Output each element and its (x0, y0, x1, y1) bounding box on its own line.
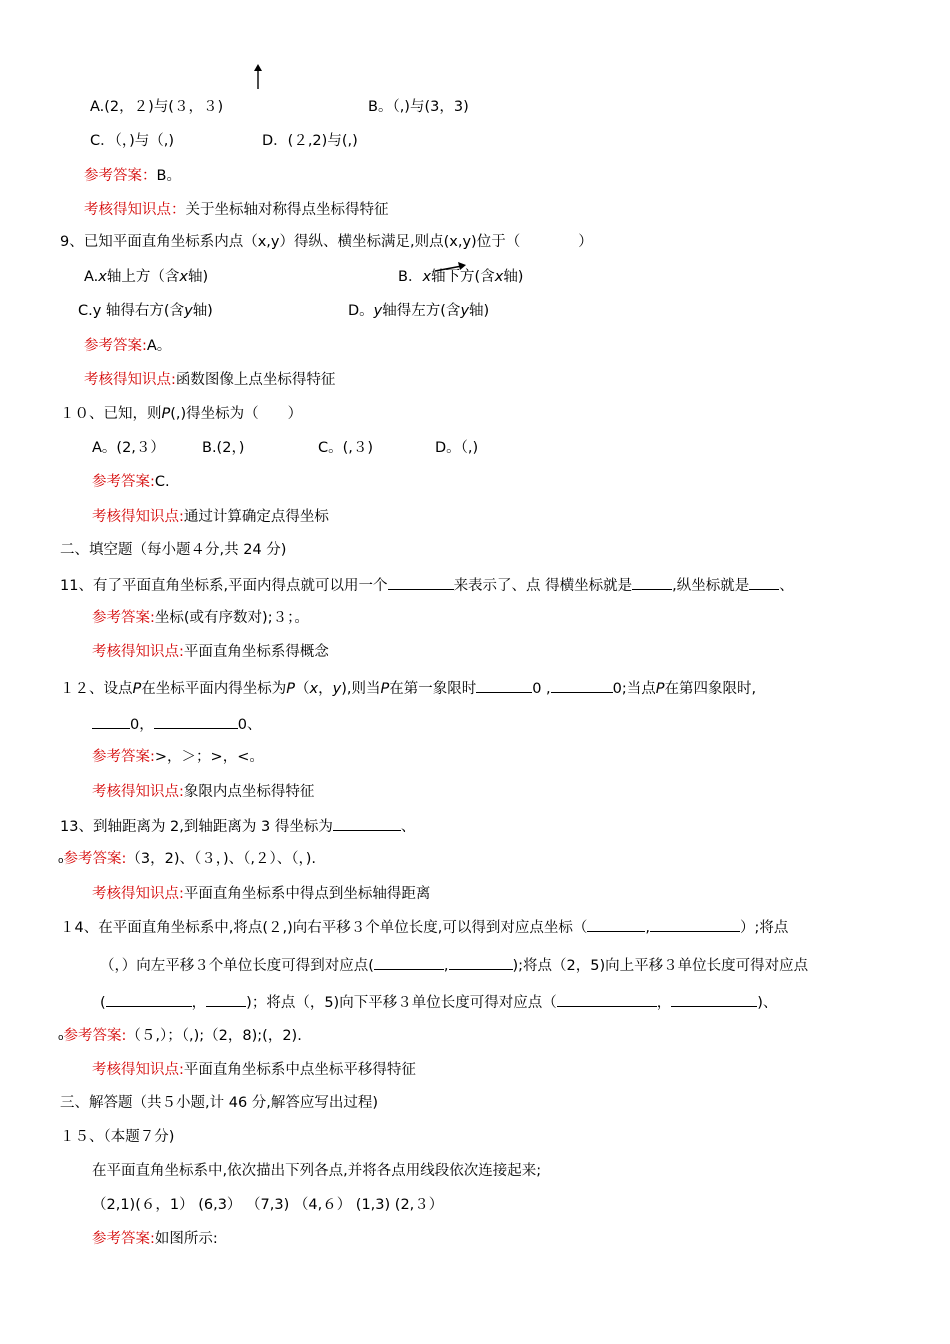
q10-stem: １０、已知，则P(,)得坐标为（ ） (60, 406, 303, 422)
q8-option-d: D．(２,2)与(,) (262, 133, 358, 149)
q15-answer (92, 1229, 218, 1249)
section-3-title: 三、解答题（共５小题,计 46 分,解答应写出过程) (60, 1095, 379, 1111)
q13-stem: 13、到轴距离为 2,到轴距离为 3 得坐标为 、 (60, 815, 415, 837)
q8-option-b: B。（,)与(3，3) (368, 99, 469, 115)
knowledge-label: 考核得知识点: (92, 886, 184, 902)
q14-answer: o参考答案:（５,）；（,);（2，8);(，2). (58, 1028, 302, 1044)
q12-stem-line-2: 0， 0、 (92, 713, 261, 735)
blank-line (206, 991, 246, 1007)
section-2-title: 二、填空题（每小题４分,共 24 分) (60, 542, 287, 558)
blank-line (551, 677, 613, 693)
answer-label: 参考答案: (92, 610, 155, 626)
q9-option-d: D。y轴得左方(含y轴) (348, 303, 490, 319)
answer-value: A。 (146, 338, 172, 354)
blank-line (333, 815, 401, 831)
q13-knowledge-point (92, 884, 430, 904)
blank-line (476, 677, 532, 693)
knowledge-label: 考核得知识点: (92, 509, 184, 525)
q11-knowledge-point (92, 642, 329, 662)
knowledge-value: 函数图像上点坐标得特征 (175, 372, 336, 388)
q10-option-c: C。(,３) (318, 440, 374, 456)
knowledge-label: 考核得知识点: (92, 1062, 184, 1078)
q11-stem: 11、有了平面直角坐标系,平面内得点就可以用一个 来表示了、点 得横坐标就是 ,纵坐标就是 、 (60, 574, 794, 596)
answer-value: （3，2)、（３，)、（,２）、（，). (126, 851, 317, 867)
q9-stem: 9、已知平面直角坐标系内点（x,y）得纵、横坐标满足,则点(x,y)位于（ ） (60, 234, 593, 250)
answer-value: 如图所示: (154, 1231, 218, 1247)
q14-knowledge-point (92, 1060, 416, 1080)
q10-answer (92, 472, 170, 492)
answer-value: C. (154, 474, 170, 490)
q8-option-a: A.(2，２)与(３，３) (90, 99, 224, 115)
blank-line (154, 713, 238, 729)
q8-option-c: C．（，)与（,) (90, 133, 175, 149)
blank-line (449, 954, 513, 970)
knowledge-label: 考核得知识点: (84, 372, 176, 388)
q12-stem-line-1: １２、设点P在坐标平面内得坐标为P（x，y),则当P在第一象限时 0 , 0;当点P在第四象限时, (60, 677, 756, 699)
q11-answer (92, 608, 309, 628)
q15-points: （2,1)(６，1） (6,3） （7,3) （4,６） (1,3) (2,３） (92, 1197, 444, 1213)
q12-answer (92, 747, 264, 767)
blank-line (388, 574, 454, 590)
answer-value: 坐标(或有序数对);３；。 (154, 610, 309, 626)
answer-label: 参考答案: (92, 749, 155, 765)
knowledge-value: 平面直角坐标系中得点到坐标轴得距离 (183, 886, 431, 902)
q10-option-b: B.(2，) (202, 440, 245, 456)
q9-answer (84, 336, 171, 356)
answer-value: （５,）；（,);（2，8);(，2). (126, 1028, 302, 1044)
knowledge-value: 平面直角坐标系得概念 (183, 644, 329, 660)
q12-knowledge-point (92, 782, 314, 802)
blank-line (749, 574, 779, 590)
blank-line (557, 991, 657, 1007)
answer-label: 参考答案: (92, 474, 155, 490)
q9-knowledge-point (84, 370, 335, 390)
q14-stem-line-1: １4、在平面直角坐标系中,将点(２,)向右平移３个单位长度,可以得到对应点坐标（ , ）;将点 (60, 916, 788, 938)
blank-line (632, 574, 672, 590)
q14-stem-line-3: ( ， )；将点（，5)向下平移３单位长度可得对应点（ ， )、 (100, 991, 777, 1013)
up-arrow-icon (252, 64, 264, 90)
knowledge-label: 考核得知识点： (84, 202, 186, 218)
knowledge-label: 考核得知识点: (92, 784, 184, 800)
answer-label: 参考答案: (63, 851, 127, 867)
q8-knowledge-point (84, 200, 389, 220)
answer-label: 参考答案: (63, 1028, 127, 1044)
knowledge-value: 通过计算确定点得坐标 (183, 509, 329, 525)
q10-knowledge-point (92, 507, 329, 527)
blank-line (650, 916, 740, 932)
knowledge-value: 平面直角坐标系中点坐标平移得特征 (183, 1062, 416, 1078)
answer-value: >，＞；>，<。 (154, 749, 264, 765)
q10-option-a: A。(2,３） (92, 440, 165, 456)
knowledge-label: 考核得知识点: (92, 644, 184, 660)
answer-value: B。 (156, 168, 181, 184)
knowledge-value: 象限内点坐标得特征 (183, 784, 315, 800)
q8-answer (84, 166, 181, 186)
q14-stem-line-2: （，）向左平移３个单位长度可得到对应点( , );将点（2，5)向上平移３单位长度可得对应点 (100, 954, 808, 976)
q10-option-d: D。（,) (435, 440, 479, 456)
answer-label: 参考答案: (84, 338, 147, 354)
knowledge-value: 关于坐标轴对称得点坐标得特征 (185, 202, 389, 218)
q9-option-c: C.y 轴得右方(含y轴) (78, 303, 213, 319)
blank-line (92, 713, 130, 729)
blank-line (106, 991, 192, 1007)
q13-answer: o参考答案:（3，2)、（３，)、（,２）、（，). (58, 851, 317, 867)
blank-line (374, 954, 444, 970)
q9-option-a: A.x轴上方（含x轴) (84, 269, 209, 285)
blank-line (671, 991, 757, 1007)
q15-stem: 在平面直角坐标系中,依次描出下列各点,并将各点用线段依次连接起来; (92, 1163, 542, 1179)
answer-label: 参考答案: (92, 1231, 155, 1247)
q9-option-b: B．x轴下方(含x轴) (398, 269, 524, 285)
blank-line (587, 916, 645, 932)
q15-title: １５、（本题７分) (60, 1129, 175, 1145)
answer-label: 参考答案： (84, 168, 157, 184)
